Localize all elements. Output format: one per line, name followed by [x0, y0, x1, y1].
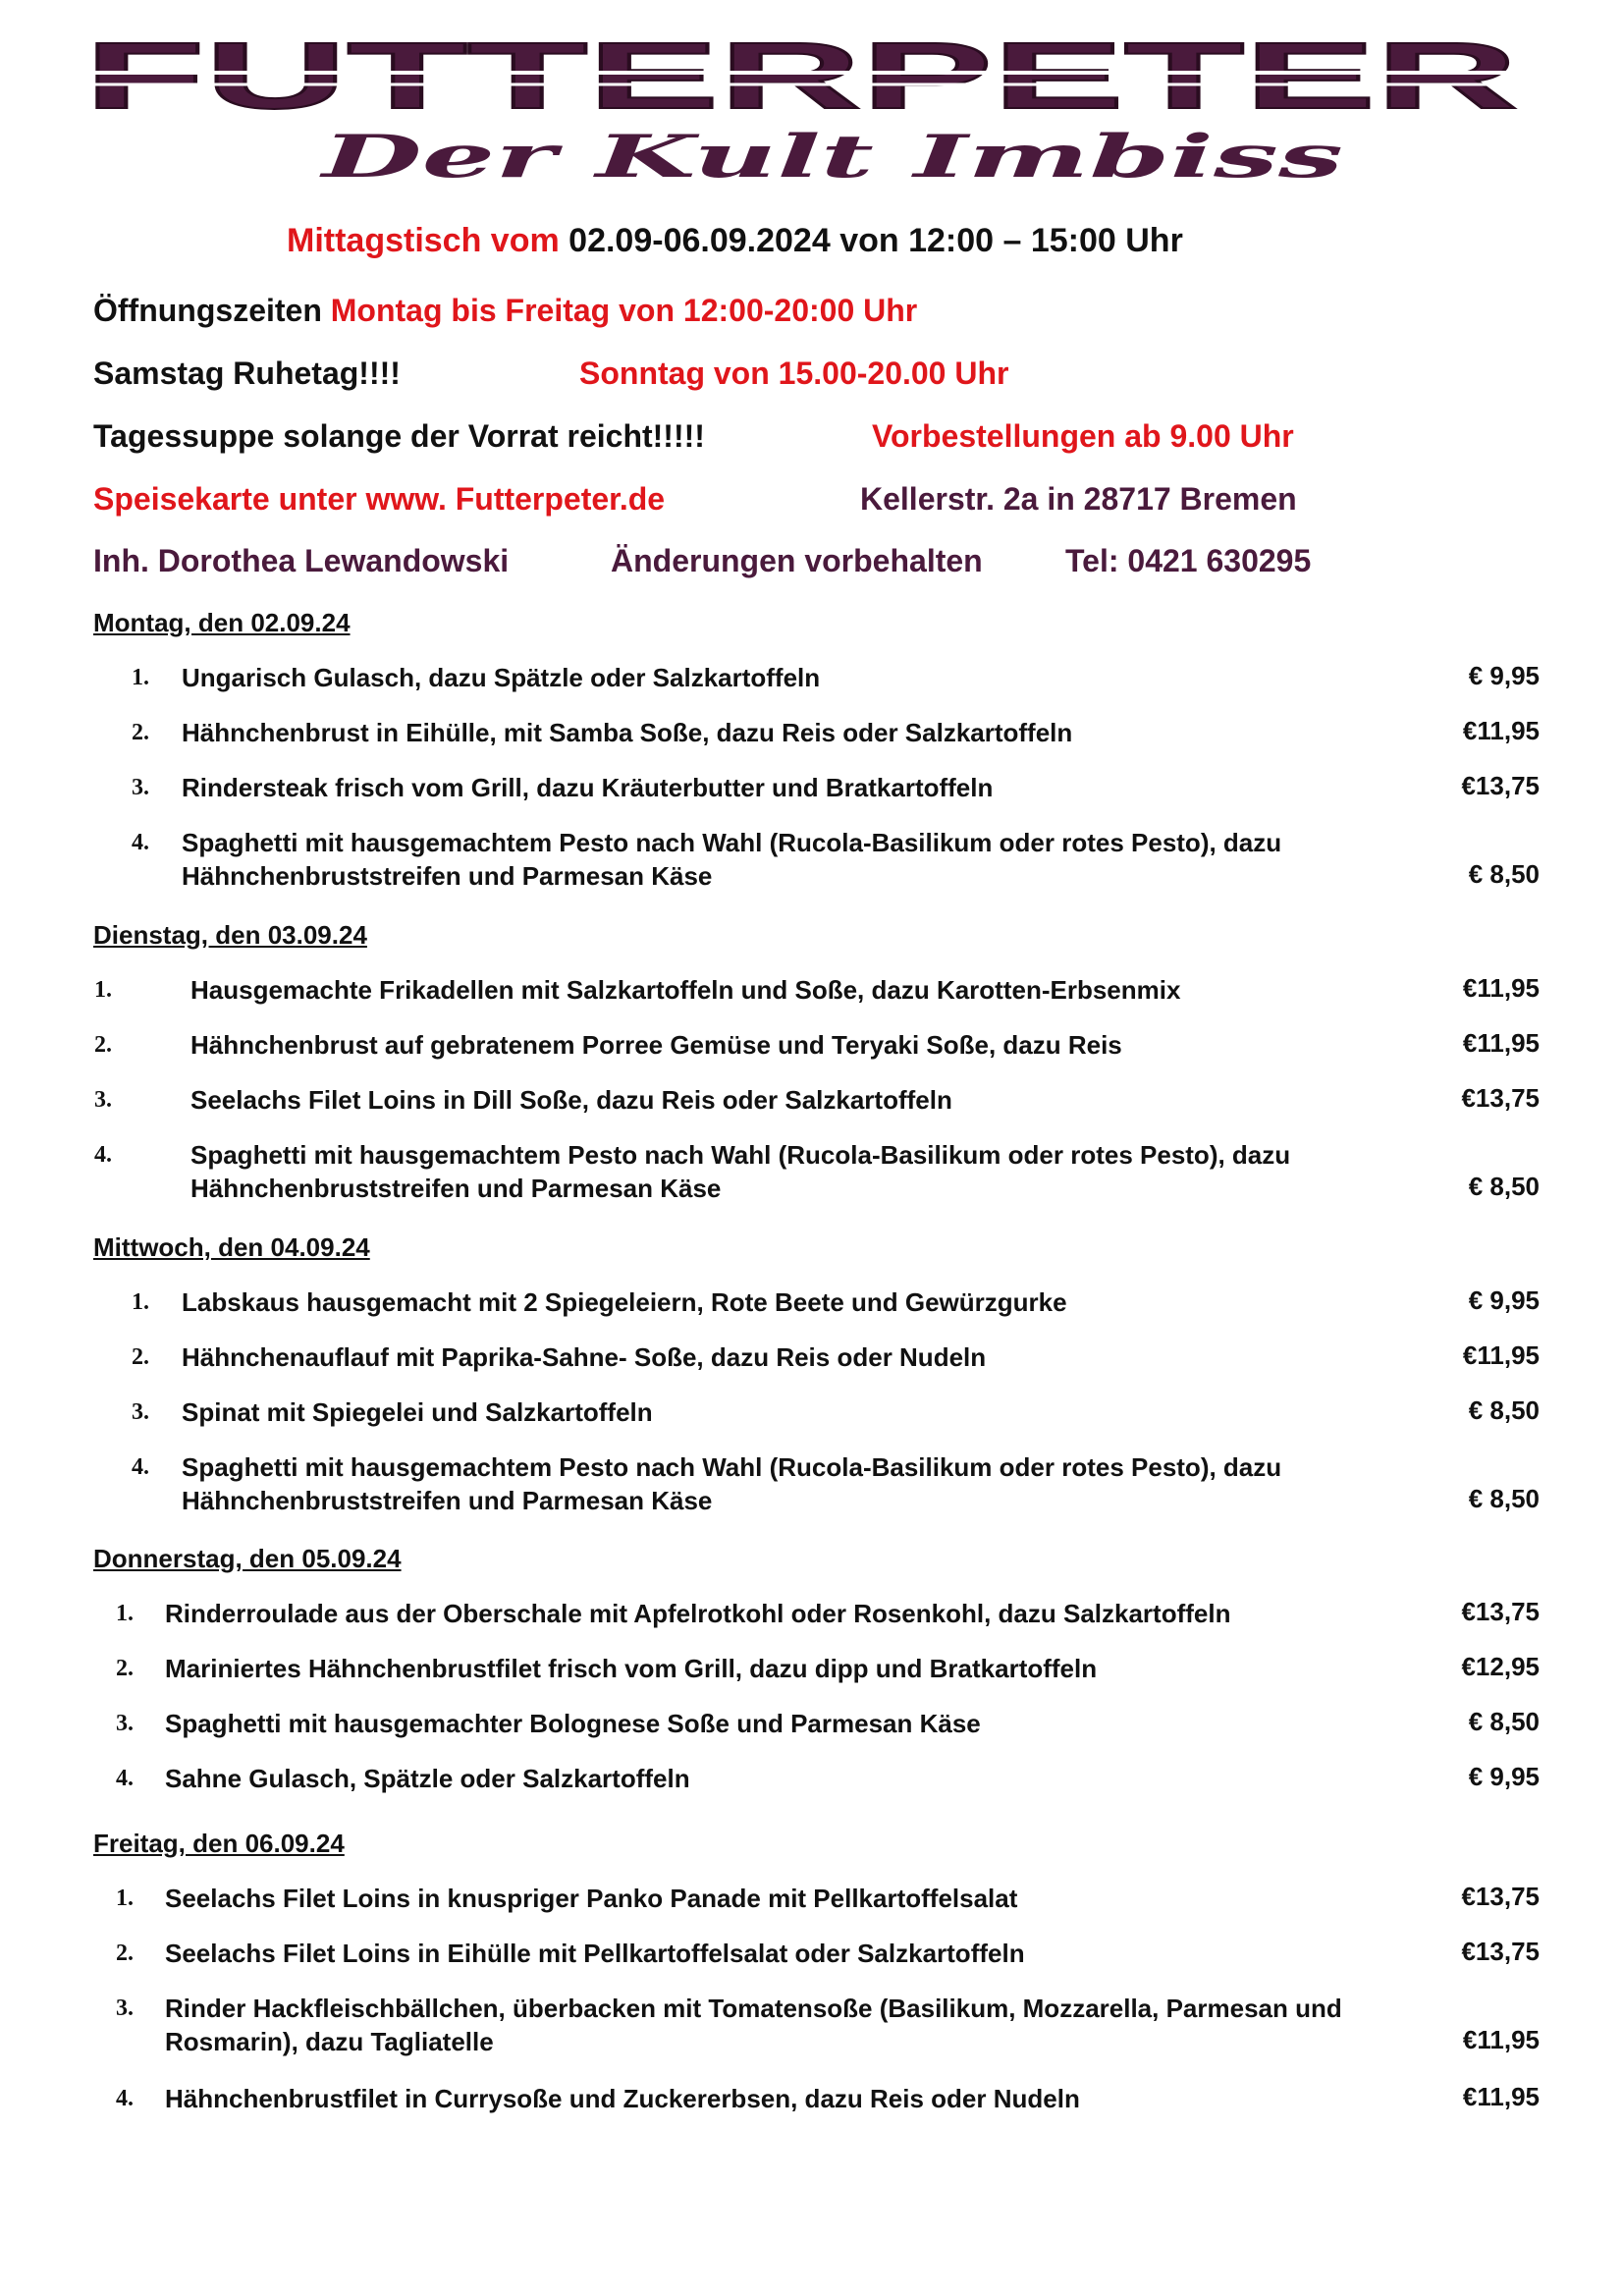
- item-number: 1.: [116, 1601, 134, 1626]
- menu-item-text: Hähnchenauflauf mit Paprika-Sahne- Soße, dazu Reis oder Nudeln: [182, 1342, 987, 1372]
- opening-hours-line: [93, 293, 917, 329]
- mittagstisch-dates: 02.09-06.09.2024 von 12:00 – 15:00 Uhr: [568, 222, 1183, 259]
- menu-item-text: Hausgemachte Frikadellen mit Salzkartoffeln und Soße, dazu Karotten-Erbsenmix: [190, 975, 1181, 1005]
- item-number: 2.: [116, 1941, 134, 1966]
- item-number: 1.: [116, 1886, 134, 1911]
- menu-item-text: Spaghetti mit hausgemachtem Pesto nach Wahl (Rucola-Basilikum oder rotes Pesto), dazu Hähnchenbruststreifen und Parmesan Käse: [190, 1140, 1291, 1203]
- menu-item-price: €12,95: [1461, 1652, 1540, 1681]
- menu-item-price: €13,75: [1461, 1882, 1540, 1911]
- day-heading-tuesday: Dienstag, den 03.09.24: [93, 920, 367, 950]
- opening-hours-label: Öffnungszeiten: [93, 293, 331, 328]
- menu-item-price: €11,95: [1462, 1340, 1540, 1370]
- item-number: 2.: [94, 1032, 112, 1058]
- menu-item-price: €13,75: [1461, 1597, 1540, 1626]
- day-heading-friday: Freitag, den 06.09.24: [93, 1829, 345, 1858]
- menu-item-text: Rinder Hackfleischbällchen, überbacken mit Tomatensoße (Basilikum, Mozzarella, Parmesan und Rosmarin), dazu Tagliatelle: [165, 1994, 1342, 2056]
- address: Kellerstr. 2a in 28717 Bremen: [860, 481, 1297, 517]
- menu-item-text: Hähnchenbrust auf gebratenem Porree Gemüse und Teryaki Soße, dazu Reis: [190, 1030, 1122, 1060]
- day-heading-monday: Montag, den 02.09.24: [93, 608, 351, 637]
- menu-item-price: € 8,50: [1468, 859, 1540, 889]
- menu-item-text: Seelachs Filet Loins in Eihülle mit Pellkartoffelsalat oder Salzkartoffeln: [165, 1939, 1025, 1968]
- logo-wordmark: FUTTERPETER: [84, 29, 1518, 129]
- menu-item-price: €11,95: [1462, 716, 1540, 745]
- menu-item-price: € 9,95: [1468, 1285, 1540, 1315]
- item-number: 4.: [94, 1142, 112, 1168]
- menu-item-price: €13,75: [1461, 771, 1540, 800]
- menu-item-price: €11,95: [1462, 973, 1540, 1003]
- menu-item-text: Mariniertes Hähnchenbrustfilet frisch vom Grill, dazu dipp und Bratkartoffeln: [165, 1654, 1098, 1683]
- menu-item-price: €13,75: [1461, 1083, 1540, 1113]
- menu-item-price: € 9,95: [1468, 661, 1540, 690]
- menu-item-text: Rinderroulade aus der Oberschale mit Apfelrotkohl oder Rosenkohl, dazu Salzkartoffeln: [165, 1599, 1231, 1628]
- owner: Inh. Dorothea Lewandowski: [93, 543, 510, 578]
- menu-item-price: € 8,50: [1468, 1172, 1540, 1201]
- soup-note: Tagessuppe solange der Vorrat reicht!!!!!: [93, 418, 705, 454]
- item-number: 1.: [94, 977, 112, 1003]
- item-number: 1.: [132, 665, 149, 690]
- menu-item-price: €11,95: [1462, 2082, 1540, 2111]
- menu-item-text: Spaghetti mit hausgemachter Bolognese Soße und Parmesan Käse: [165, 1709, 981, 1738]
- menu-website-link[interactable]: Speisekarte unter www. Futterpeter.de: [93, 481, 666, 517]
- saturday-closed: Samstag Ruhetag!!!!: [93, 355, 401, 391]
- item-number: 4.: [132, 830, 149, 855]
- sunday-hours: Sonntag von 15.00-20.00 Uhr: [579, 355, 1009, 391]
- item-number: 4.: [116, 2086, 134, 2111]
- item-number: 3.: [116, 1711, 134, 1736]
- menu-item-text: Ungarisch Gulasch, dazu Spätzle oder Salzkartoffeln: [182, 663, 821, 692]
- mittagstisch-line: [287, 222, 1183, 260]
- menu-item-text: Sahne Gulasch, Spätzle oder Salzkartoffeln: [165, 1764, 690, 1793]
- menu-item-text: Hähnchenbrust in Eihülle, mit Samba Soße, dazu Reis oder Salzkartoffeln: [182, 718, 1073, 747]
- futterpeter-logo: [77, 29, 1530, 187]
- menu-item-text: Rindersteak frisch vom Grill, dazu Kräuterbutter und Bratkartoffeln: [182, 773, 994, 802]
- item-number: 2.: [132, 720, 149, 745]
- menu-item-text: Spinat mit Spiegelei und Salzkartoffeln: [182, 1397, 653, 1427]
- menu-item-price: € 8,50: [1468, 1707, 1540, 1736]
- changes-reserved: Änderungen vorbehalten: [611, 543, 983, 578]
- item-number: 3.: [94, 1087, 112, 1113]
- menu-item-text: Spaghetti mit hausgemachtem Pesto nach Wahl (Rucola-Basilikum oder rotes Pesto), dazu Hähnchenbruststreifen und Parmesan Käse: [182, 828, 1282, 891]
- menu-item-text: Hähnchenbrustfilet in Currysoße und Zuckererbsen, dazu Reis oder Nudeln: [165, 2084, 1080, 2113]
- menu-item-text: Labskaus hausgemacht mit 2 Spiegeleiern, Rote Beete und Gewürzgurke: [182, 1287, 1067, 1317]
- item-number: 3.: [132, 1399, 149, 1425]
- menu-item-text: Spaghetti mit hausgemachtem Pesto nach Wahl (Rucola-Basilikum oder rotes Pesto), dazu Hähnchenbruststreifen und Parmesan Käse: [182, 1452, 1282, 1515]
- menu-item-price: € 8,50: [1468, 1484, 1540, 1513]
- menu-item-price: €13,75: [1461, 1937, 1540, 1966]
- menu-item-price: €11,95: [1462, 2025, 1540, 2054]
- preorder-note: Vorbestellungen ab 9.00 Uhr: [872, 418, 1294, 454]
- menu-item-text: Seelachs Filet Loins in Dill Soße, dazu Reis oder Salzkartoffeln: [190, 1085, 952, 1115]
- item-number: 2.: [132, 1344, 149, 1370]
- item-number: 1.: [132, 1289, 149, 1315]
- day-heading-thursday: Donnerstag, den 05.09.24: [93, 1544, 402, 1573]
- phone-number[interactable]: Tel: 0421 630295: [1065, 543, 1312, 578]
- logo-tagline: Der Kult Imbiss: [318, 123, 1344, 187]
- menu-item-text: Seelachs Filet Loins in knuspriger Panko Panade mit Pellkartoffelsalat: [165, 1884, 1018, 1913]
- opening-hours-weekdays: Montag bis Freitag von 12:00-20:00 Uhr: [330, 293, 918, 328]
- item-number: 3.: [116, 1995, 134, 2021]
- item-number: 4.: [116, 1766, 134, 1791]
- day-heading-wednesday: Mittwoch, den 04.09.24: [93, 1232, 370, 1262]
- item-number: 3.: [132, 775, 149, 800]
- mittagstisch-label: Mittagstisch vom: [287, 222, 569, 259]
- menu-item-price: € 9,95: [1468, 1762, 1540, 1791]
- item-number: 2.: [116, 1656, 134, 1681]
- menu-item-price: €11,95: [1462, 1028, 1540, 1058]
- item-number: 4.: [132, 1454, 149, 1480]
- menu-item-price: € 8,50: [1468, 1395, 1540, 1425]
